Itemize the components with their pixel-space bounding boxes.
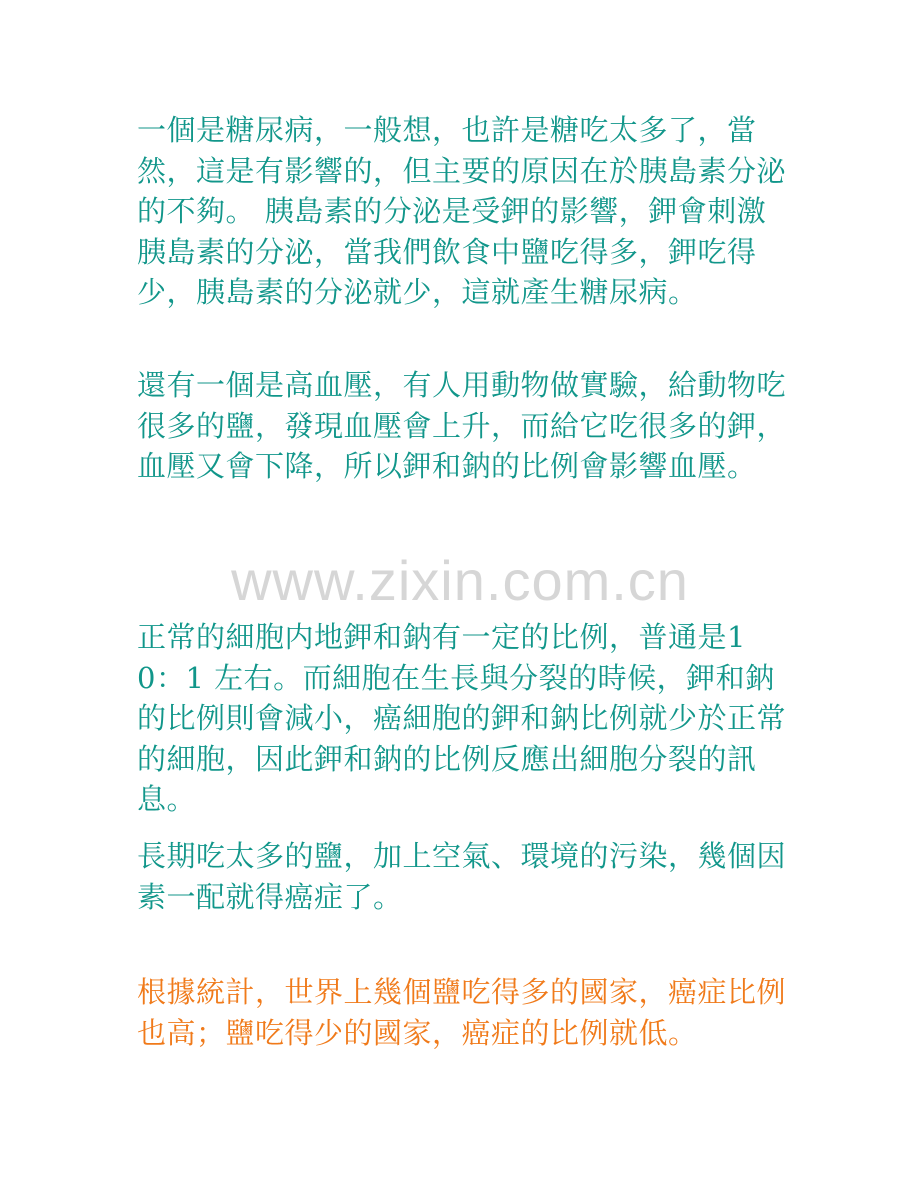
paragraph-diabetes: 一個是糖尿病，一般想，也許是糖吃太多了，當然，這是有影響的，但主要的原因在於胰島素分泌的不夠。 胰島素的分泌是受鉀的影響，鉀會刺激胰島素的分泌，當我們飲食中鹽吃得多，鉀吃得少，胰島素的分泌就少，這就產生糖尿病。 [137, 113, 787, 309]
paragraph-hypertension: 還有一個是高血壓，有人用動物做實驗，給動物吃很多的鹽，發現血壓會上升，而給它吃很多的鉀，血壓又會下降，所以鉀和鈉的比例會影響血壓。 [137, 368, 787, 483]
paragraph-cancer-factors: 長期吃太多的鹽，加上空氣、環境的污染，幾個因素一配就得癌症了。 [137, 839, 787, 914]
watermark: www.zixin.com.cn [231, 549, 689, 612]
paragraph-cell-ratio: 正常的細胞内地鉀和鈉有一定的比例，普通是10：1 左右。而細胞在生長與分裂的時候，鉀和鈉的比例則會減小，癌細胞的鉀和鈉比例就少於正常的細胞，因此鉀和鈉的比例反應出細胞分裂的訊息。 [137, 620, 787, 816]
paragraph-statistics: 根據統計，世界上幾個鹽吃得多的國家，癌症比例也高；鹽吃得少的國家，癌症的比例就低。 [137, 975, 787, 1050]
